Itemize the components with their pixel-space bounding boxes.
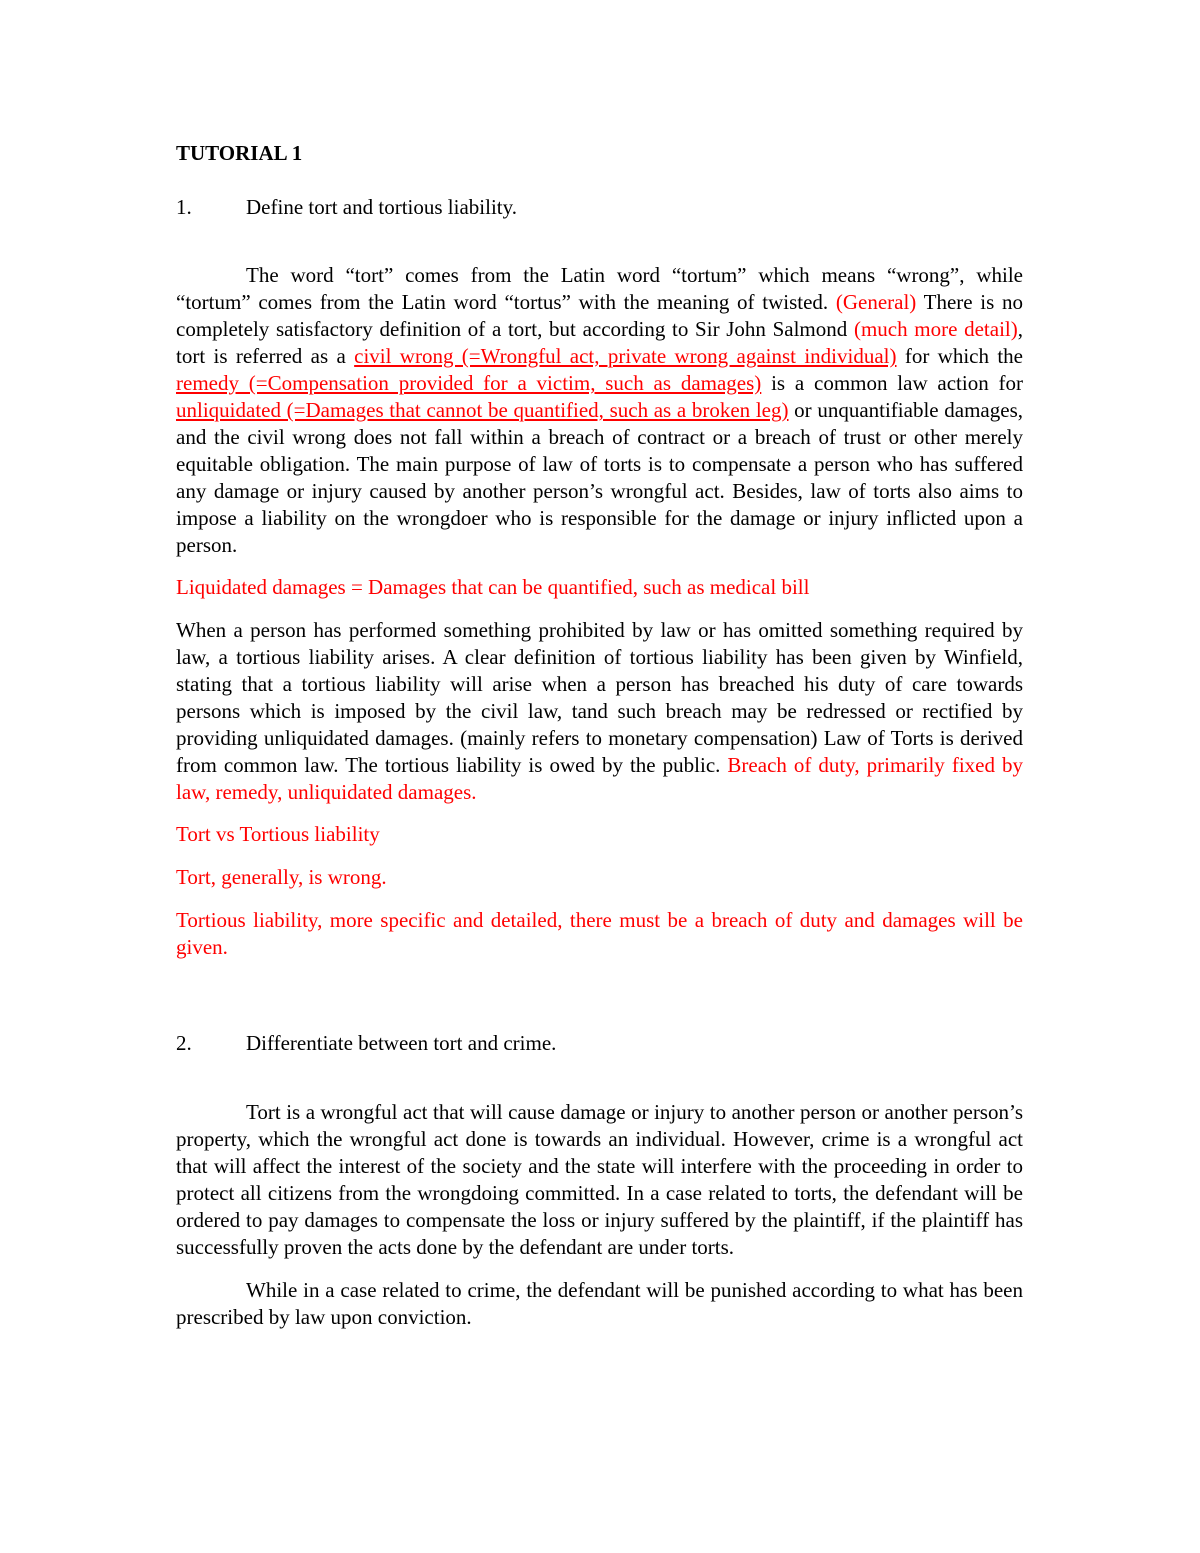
- note-tortious-liability: Tortious liability, more specific and detailed, there must be a breach of duty and damages will be given.: [176, 908, 1023, 959]
- question-1: [176, 194, 1023, 221]
- q1p1-note-civil-wrong: civil wrong (=Wrongful act, private wrong against individual): [354, 344, 897, 368]
- q2-paragraph-1: Tort is a wrongful act that will cause damage or injury to another person or another person’s property, which the wrongful act done is towards an individual. However, crime is a wrongful act that will affect the interest of the society and the state will interfere with the proceeding in order to protect all citizens from the wrongdoing committed. In a case related to torts, the defendant will be ordered to pay damages to compensate the loss or injury suffered by the plaintiff, if the plaintiff has successfully proven the acts done by the defendant are under torts.: [176, 1100, 1023, 1259]
- q2-paragraph-2: While in a case related to crime, the defendant will be punished according to what has been prescribed by law upon conviction.: [176, 1278, 1023, 1329]
- q1p1-text-5: is a common law action for: [761, 371, 1023, 395]
- q1p2-text-1: When a person has performed something prohibited by law or has omitted something required by law, a tortious liability arises. A clear definition of tortious liability has been given by Winfield, stating that a tortious liability will arise when a person has breached his duty of care towards persons which is imposed by the civil law, tand such breach may be redressed or rectified by providing unliquidated damages. (mainly refers to monetary compensation) Law of Torts is derived from common law. The tortious liability is owed by the public.: [176, 618, 1023, 777]
- q1p1-note-remedy: remedy (=Compensation provided for a victim, such as damages): [176, 371, 762, 395]
- q1p2-note: Breach of duty, primarily fixed by law, remedy, unliquidated damages.: [176, 753, 1023, 804]
- page-title: TUTORIAL 1: [176, 141, 303, 165]
- q1p1-text-6: or unquantifiable damages, and the civil wrong does not fall within a breach of contract or a breach of trust or other merely equitable obligation. The main purpose of law of torts is to compensate a person who has suffered any damage or injury caused by another person’s wrongful act. Besides, law of torts also aims to impose a liability on the wrongdoer who is responsible for the damage or injury inflicted upon a person.: [176, 398, 1023, 557]
- q1p1-note-unliquidated: unliquidated (=Damages that cannot be quantified, such as a broken leg): [176, 398, 789, 422]
- question-1-text: Define tort and tortious liability.: [246, 195, 518, 219]
- q1p1-note-general: (General): [835, 290, 917, 314]
- question-2-text: Differentiate between tort and crime.: [246, 1031, 557, 1055]
- q1p1-text-4: for which the: [896, 344, 1023, 368]
- question-2: [176, 1030, 1023, 1057]
- q1-paragraph-1: [176, 262, 1023, 559]
- q1p1-text-2: There is no completely satisfactory definition of a tort, but according to Sir John Salmond: [176, 290, 1024, 341]
- liquidated-damages-note: Liquidated damages = Damages that can be quantified, such as medical bill: [176, 575, 810, 599]
- q1-paragraph-2: [176, 617, 1023, 806]
- document-page: [176, 140, 1023, 1331]
- note-tort-general: Tort, generally, is wrong.: [176, 865, 387, 889]
- q1p1-text-1: The word “tort” comes from the Latin word “tortum” which means “wrong”, while “tortum” comes from the Latin word “tortus” with the meaning of twisted.: [176, 263, 1023, 314]
- note-tort-vs-liability: Tort vs Tortious liability: [176, 822, 380, 846]
- question-1-number: 1.: [176, 195, 192, 219]
- q1p1-note-detail: (much more detail): [853, 317, 1018, 341]
- question-2-number: 2.: [176, 1031, 192, 1055]
- q1p1-text-3: , tort is referred as a: [176, 317, 1023, 368]
